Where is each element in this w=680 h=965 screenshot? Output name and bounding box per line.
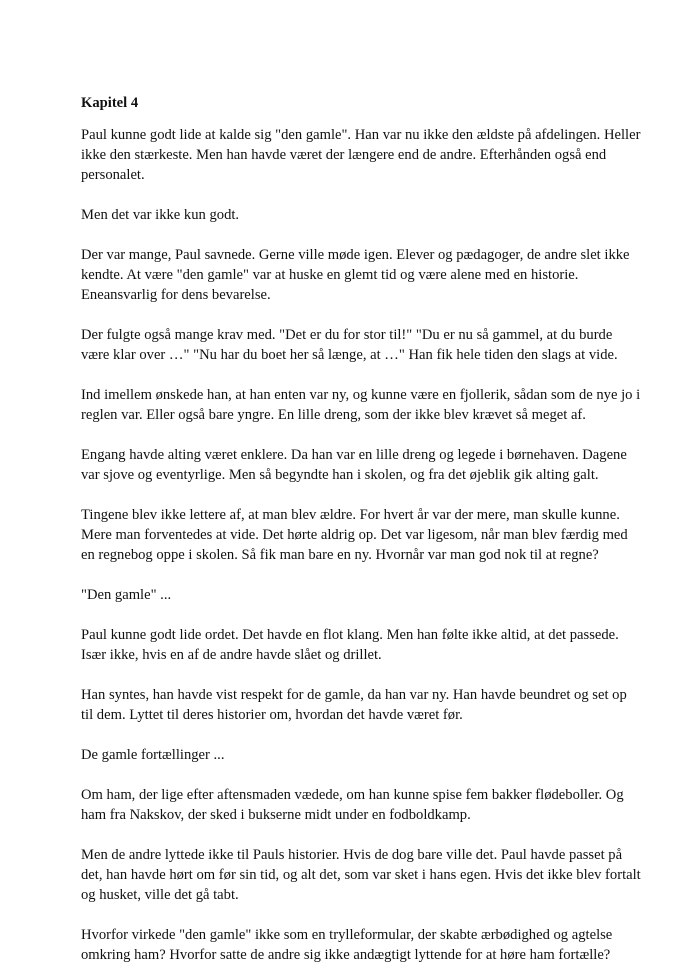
text-line: Eneansvarlig for dens bevarelse. (81, 287, 271, 303)
paragraph (81, 245, 640, 305)
text-line: Men det var ikke kun godt. (81, 207, 240, 223)
text-line: Hvorfor virkede "den gamle" ikke som en trylleformular, der skabte ærbødighed og agtelse (81, 927, 613, 943)
text-line: Tingene blev ikke lettere af, at man blev ældre. For hvert år var der mere, man skulle kunne. (81, 507, 620, 523)
paragraph (81, 585, 640, 605)
text-line: Der var mange, Paul savnede. Gerne ville møde igen. Elever og pædagoger, de andre slet ikke (81, 247, 630, 263)
text-line: ham fra Nakskov, der sked i bukserne midt under en fodboldkamp. (81, 807, 471, 823)
text-line: Han syntes, han havde vist respekt for de gamle, da han var ny. Han havde beundret og set op (81, 687, 627, 703)
text-line: til dem. Lyttet til deres historier om, hvordan det havde været før. (81, 707, 463, 723)
text-line: Især ikke, hvis en af de andre havde slået og drillet. (81, 647, 382, 663)
text-line: var sjove og eventyrlige. Men så begyndte han i skolen, og fra det øjeblik gik alting galt. (81, 467, 599, 483)
paragraph (81, 925, 640, 965)
text-line: "Den gamle" ... (81, 587, 172, 603)
text-line: Der fulgte også mange krav med. "Det er du for stor til!" "Du er nu så gammel, at du burde (81, 327, 613, 343)
text-line: De gamle fortællinger ... (81, 747, 225, 763)
text-line: ikke den stærkeste. Men han havde været der længere end de andre. Efterhånden også end (81, 147, 607, 163)
paragraph (81, 385, 640, 425)
text-line: en regnebog oppe i skolen. Så fik man bare en ny. Hvornår var man god nok til at regne? (81, 547, 599, 563)
text-line: reglen var. Eller også bare yngre. En lille dreng, som der ikke blev krævet så meget af. (81, 407, 586, 423)
text-line: Ind imellem ønskede han, at han enten var ny, og kunne være en fjollerik, sådan som de nye jo i (81, 387, 641, 403)
paragraph (81, 505, 640, 565)
text-line: Men de andre lyttede ikke til Pauls historier. Hvis de dog bare ville det. Paul havde passet på (81, 847, 623, 863)
paragraph (81, 625, 640, 665)
paragraph (81, 685, 640, 725)
text-line: og husket, ville det gå tabt. (81, 887, 239, 903)
paragraph (81, 785, 640, 825)
text-line: Mere man forventedes at vide. Det hørte aldrig op. Det var ligesom, når man blev færdig med (81, 527, 628, 543)
paragraph (81, 845, 640, 905)
text-line: det, han havde hørt om før sin tid, og alt det, som var sket i hans egen. Hvis det ikke blev fortalt (81, 867, 641, 883)
document-body (81, 125, 640, 965)
text-line: personalet. (81, 167, 145, 183)
text-line: Paul kunne godt lide ordet. Det havde en flot klang. Men han følte ikke altid, at det passede. (81, 627, 619, 643)
chapter-heading: Kapitel 4 (81, 95, 139, 111)
text-line: omkring ham? Hvorfor satte de andre sig ikke andægtigt lyttende for at høre ham fortælle? (81, 947, 611, 963)
text-line: kendte. At være "den gamle" var at huske en glemt tid og være alene med en historie. (81, 267, 579, 283)
text-line: være klar over …" "Nu har du boet her så længe, at …" Han fik hele tiden den slags at vide. (81, 347, 618, 363)
paragraph (81, 125, 640, 185)
text-line: Engang havde alting været enklere. Da han var en lille dreng og legede i børnehaven. Dagene (81, 447, 627, 463)
paragraph (81, 445, 640, 485)
text-line: Paul kunne godt lide at kalde sig "den gamle". Han var nu ikke den ældste på afdelingen. Heller (81, 127, 641, 143)
paragraph (81, 745, 640, 765)
paragraph (81, 325, 640, 365)
text-line: Om ham, der lige efter aftensmaden vædede, om han kunne spise fem bakker flødeboller. Og (81, 787, 624, 803)
paragraph (81, 205, 640, 225)
